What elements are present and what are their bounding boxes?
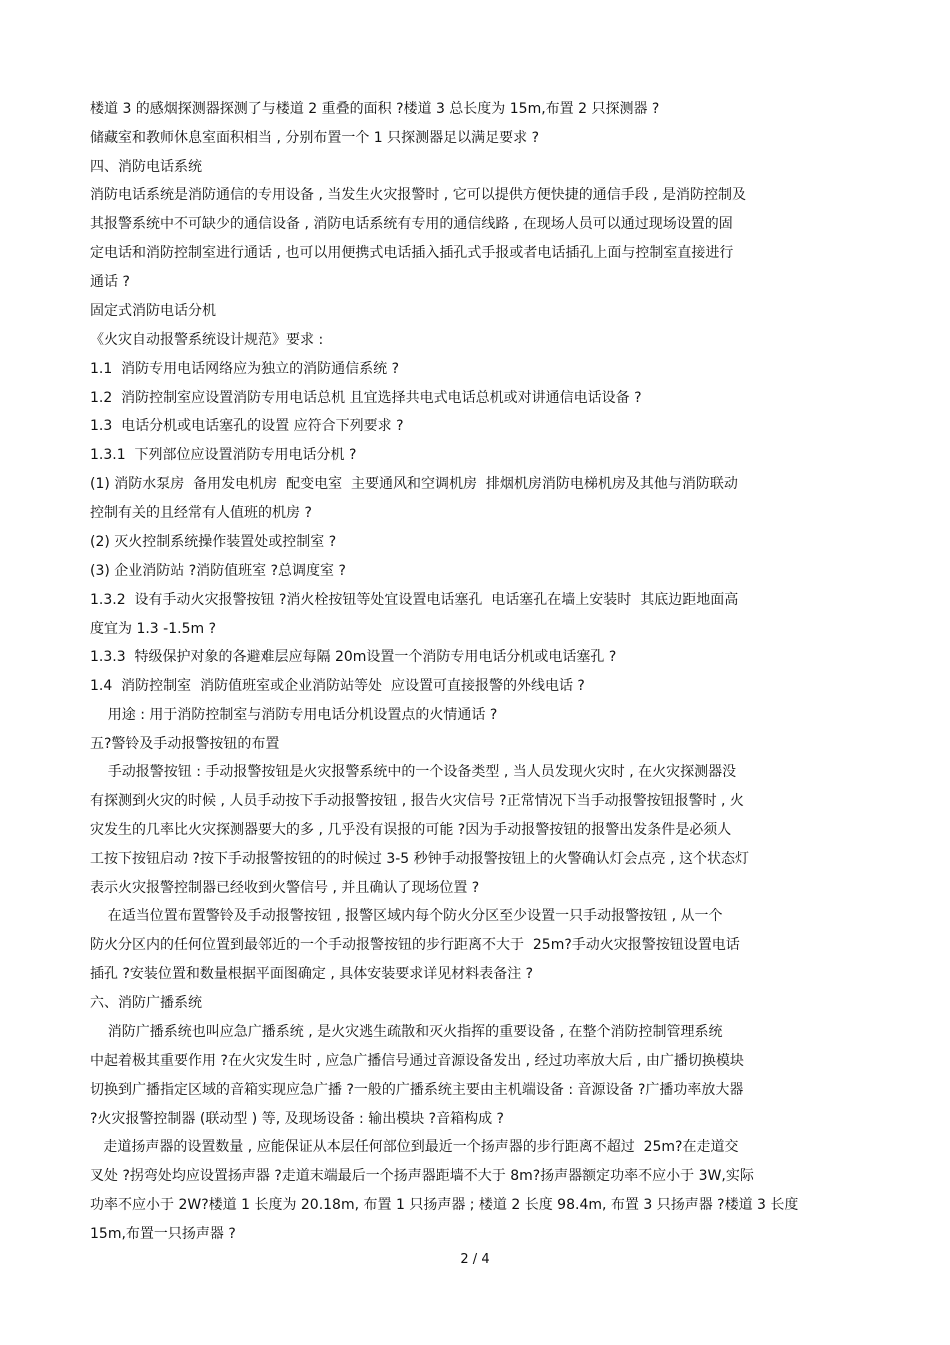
text-line: 叉处 ?拐弯处均应设置扬声器 ?走道末端最后一个扬声器距墙不大于 8m?扬声器额定功率不应小于 3W,实际 xyxy=(90,1168,754,1184)
text-line: 切换到广播指定区域的音箱实现应急广播 ?一般的广播系统主要由主机端设备 : 音源设备 ?广播功率放大器 xyxy=(90,1082,744,1098)
text-line: 《火灾自动报警系统设计规范》要求 : xyxy=(90,332,324,348)
text-line: 走道扬声器的设置数量 , 应能保证从本层任何部位到最近一个扬声器的步行距离不超过 25m?在走道交 xyxy=(90,1139,739,1155)
text-line: 1.1 消防专用电话网络应为独立的消防通信系统 ? xyxy=(90,361,400,377)
text-line: (2) 灭火控制系统操作装置处或控制室 ? xyxy=(90,534,337,550)
text-line: 度宜为 1.3 -1.5m ? xyxy=(90,621,216,637)
text-line: 表示火灾报警控制器已经收到火警信号 , 并且确认了现场位置 ? xyxy=(90,880,480,896)
text-line: (1) 消防水泵房 备用发电机房 配变电室 主要通风和空调机房 排烟机房消防电梯机房及其他与消防联动 xyxy=(90,476,738,492)
text-line: 在适当位置布置警铃及手动报警按钮 , 报警区域内每个防火分区至少设置一只手动报警按钮 , 从一个 xyxy=(90,908,723,924)
text-line: 中起着极其重要作用 ?在火灾发生时 , 应急广播信号通过音源设备发出 , 经过功率放大后 , 由广播切换模块 xyxy=(90,1053,744,1069)
text-line: 消防广播系统也叫应急广播系统 , 是火灾逃生疏散和灭火指挥的重要设备 , 在整个消防控制管理系统 xyxy=(90,1024,723,1040)
text-line: 控制有关的且经常有人值班的机房 ? xyxy=(90,505,312,521)
text-line: 工按下按钮启动 ?按下手动报警按钮的的时候过 3-5 秒钟手动报警按钮上的火警确认灯会点亮 , 这个状态灯 xyxy=(90,851,749,867)
text-line: 1.3 电话分机或电话塞孔的设置 应符合下列要求 ? xyxy=(90,418,404,434)
text-line: 1.2 消防控制室应设置消防专用电话总机 且宜选择共电式电话总机或对讲通信电话设备 ? xyxy=(90,390,642,406)
text-line: 灾发生的几率比火灾探测器要大的多 , 几乎没有误报的可能 ?因为手动报警按钮的报警出发条件是必须人 xyxy=(90,822,732,838)
section-heading: 六、消防广播系统 xyxy=(90,995,202,1011)
text-line: ?火灾报警控制器 (联动型 ) 等, 及现场设备 : 输出模块 ?音箱构成 ? xyxy=(90,1111,504,1127)
text-line: 1.3.2 设有手动火灾报警按钮 ?消火栓按钮等处宜设置电话塞孔 电话塞孔在墙上安装时 其底边距地面高 xyxy=(90,592,739,608)
text-line: 1.4 消防控制室 消防值班室或企业消防站等处 应设置可直接报警的外线电话 ? xyxy=(90,678,585,694)
page-number: 2 / 4 xyxy=(460,1252,490,1267)
text-line: 功率不应小于 2W?楼道 1 长度为 20.18m, 布置 1 只扬声器 ; 楼道 2 长度 98.4m, 布置 3 只扬声器 ?楼道 3 长度 xyxy=(90,1197,799,1213)
text-line: 有探测到火灾的时候 , 人员手动按下手动报警按钮 , 报告火灾信号 ?正常情况下当手动报警按钮报警时 , 火 xyxy=(90,793,744,809)
text-line: 插孔 ?安装位置和数量根据平面图确定 , 具体安装要求详见材料表备注 ? xyxy=(90,966,534,982)
text-line: (3) 企业消防站 ?消防值班室 ?总调度室 ? xyxy=(90,563,346,579)
subheading: 固定式消防电话分机 xyxy=(90,303,216,319)
text-line: 其报警系统中不可缺少的通信设备 , 消防电话系统有专用的通信线路 , 在现场人员可以通过现场设置的固 xyxy=(90,216,733,232)
text-line: 手动报警按钮 : 手动报警按钮是火灾报警系统中的一个设备类型 , 当人员发现火灾时 , 在火灾探测器没 xyxy=(90,764,737,780)
text-line: 定电话和消防控制室进行通话 , 也可以用便携式电话插入插孔式手报或者电话插孔上面与控制室直接进行 xyxy=(90,245,734,261)
section-heading: 五?警铃及手动报警按钮的布置 xyxy=(90,736,280,752)
section-heading: 四、消防电话系统 xyxy=(90,159,202,175)
text-line: 用途 : 用于消防控制室与消防专用电话分机设置点的火情通话 ? xyxy=(90,707,498,723)
text-line: 通话 ? xyxy=(90,274,130,290)
text-line: 消防电话系统是消防通信的专用设备 , 当发生火灾报警时 , 它可以提供方便快捷的通信手段 , 是消防控制及 xyxy=(90,187,747,203)
text-line: 储藏室和教师休息室面积相当 , 分别布置一个 1 只探测器足以满足要求 ? xyxy=(90,130,540,146)
text-line: 楼道 3 的感烟探测器探测了与楼道 2 重叠的面积 ?楼道 3 总长度为 15m,布置 2 只探测器 ? xyxy=(90,101,660,117)
text-line: 15m,布置一只扬声器 ? xyxy=(90,1226,236,1242)
text-line: 防火分区内的任何位置到最邻近的一个手动报警按钮的步行距离不大于 25m?手动火灾报警按钮设置电话 xyxy=(90,937,740,953)
text-line: 1.3.3 特级保护对象的各避难层应每隔 20m设置一个消防专用电话分机或电话塞孔 ? xyxy=(90,649,617,665)
text-line: 1.3.1 下列部位应设置消防专用电话分机 ? xyxy=(90,447,357,463)
